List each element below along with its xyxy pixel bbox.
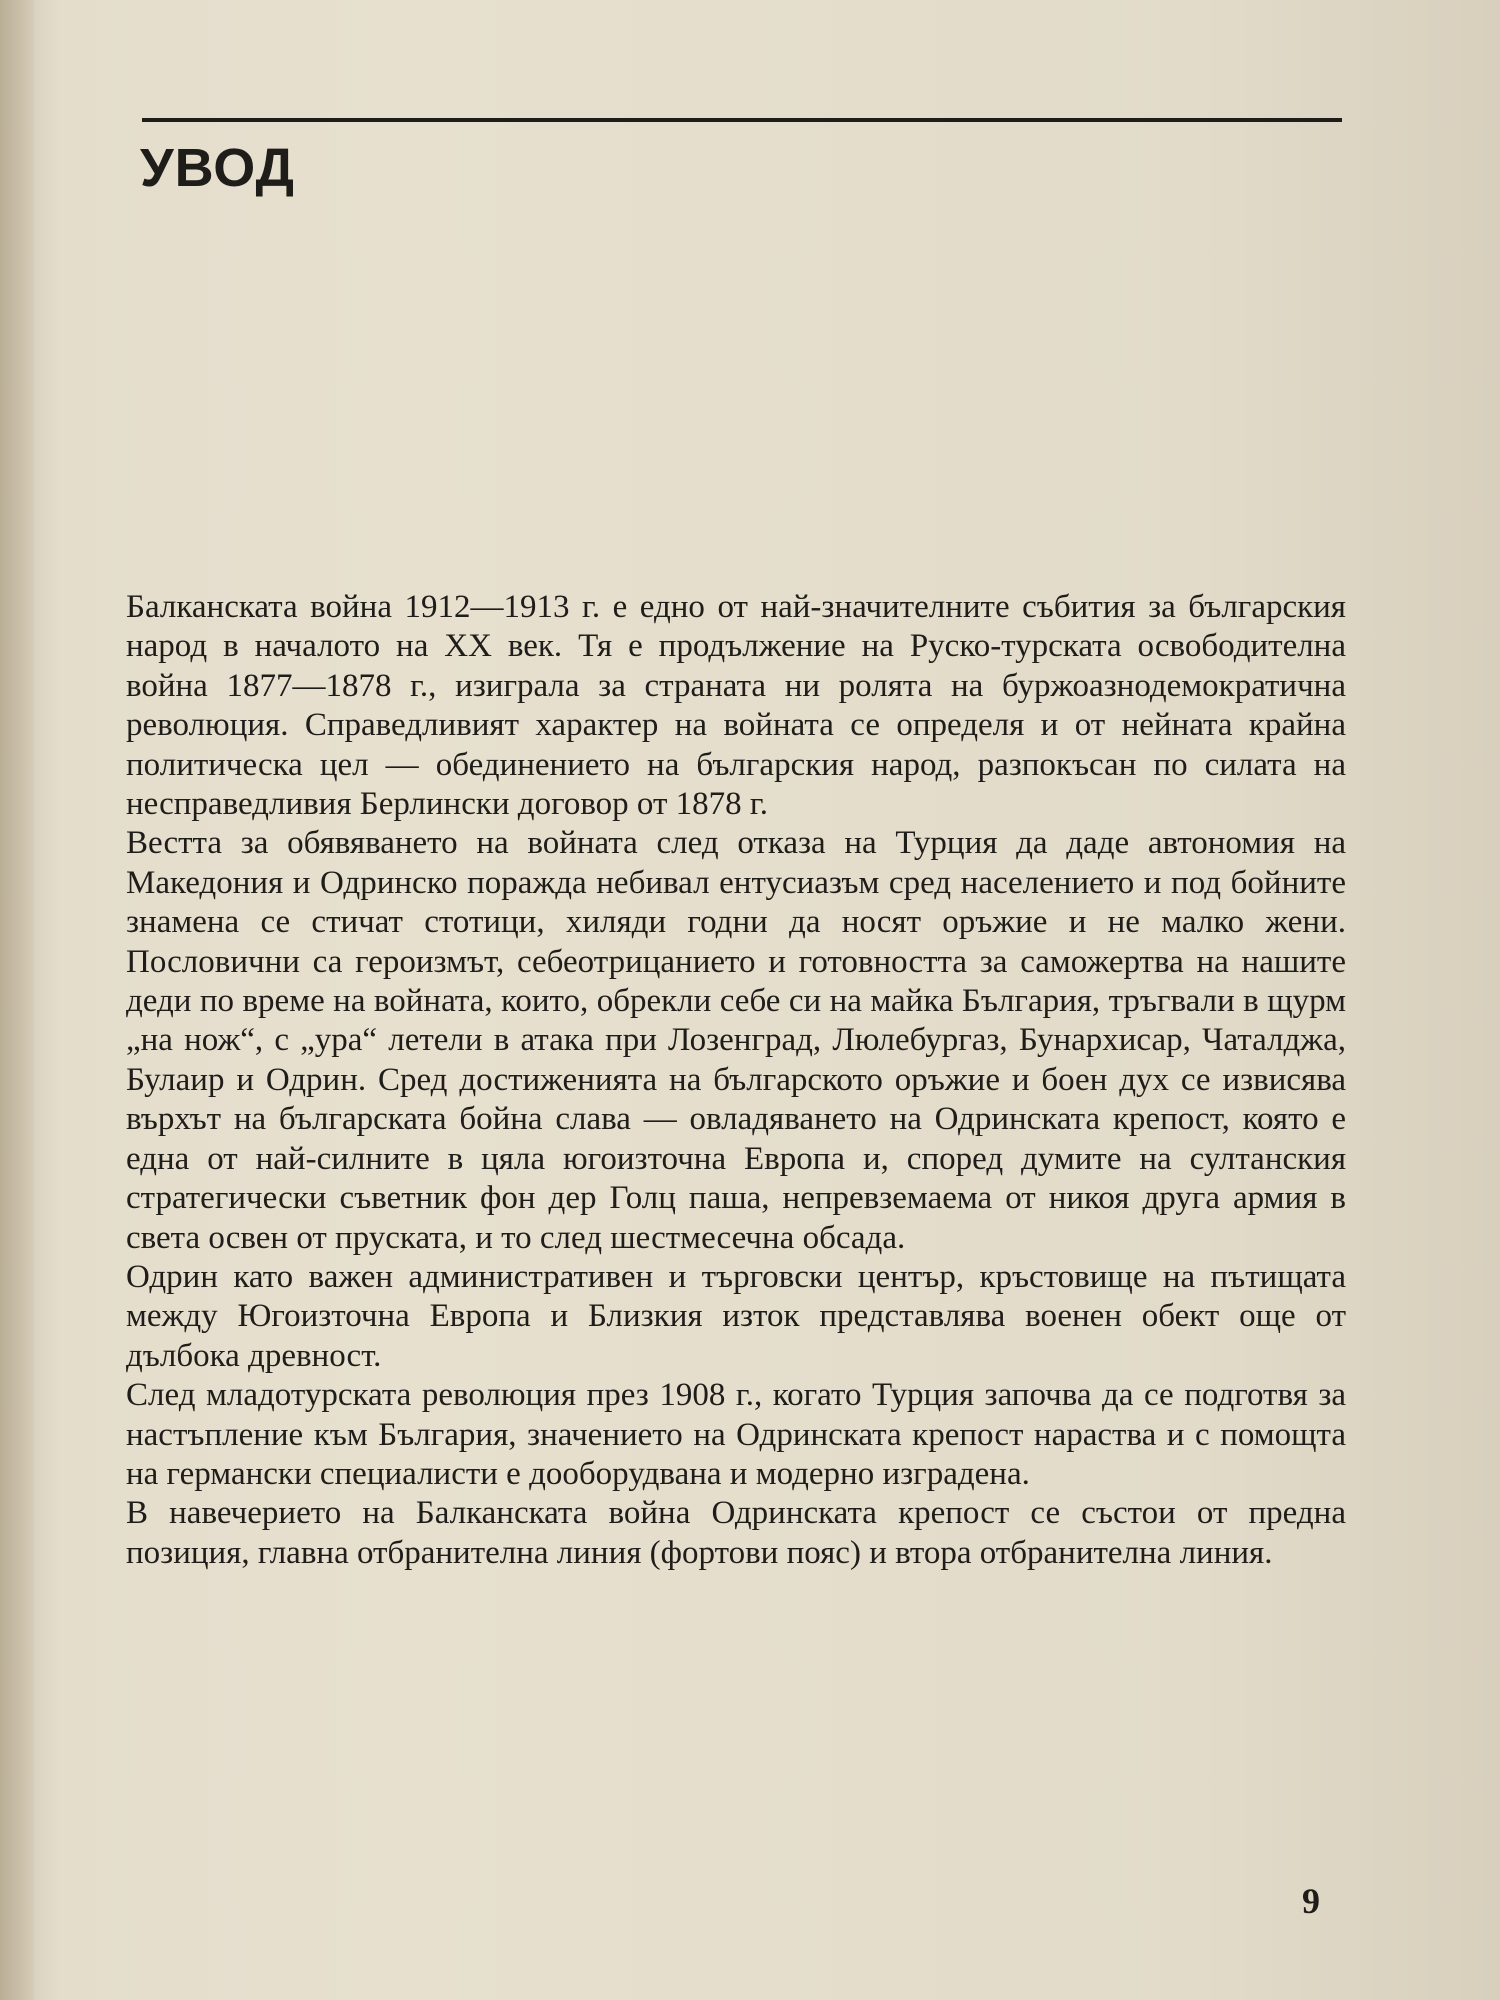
paragraph-3: Одрин като важен административен и търговски център, кръстовище на пътищата между Югоизточна Европа и Близкия изток представлява военен обект още от дълбока древност. (126, 1258, 1346, 1374)
paragraph-4: След младотурската революция през 1908 г., когато Турция започва да се подготвя за настъпление към България, значението на Одринската крепост нараства и с помощта на германски специалисти е дооборудвана и модерно изградена. (126, 1377, 1346, 1492)
book-spine-shadow (0, 0, 34, 2000)
paragraph-1: Балканската война 1912—1913 г. е едно от най-значителните събития за българския народ в началото на XX век. Тя е продължение на Руско-турската освободителна война 1877—1878 г., изиграла за страната ни ролята на буржоазнодемократична революция. Справедливият характер на войната се определя и от нейната крайна политическа цел — обединението на българския народ, разпокъсан по силата на несправедливия Берлински договор от 1878 г. (126, 589, 1346, 823)
chapter-heading: УВОД (140, 138, 296, 198)
body-text (126, 588, 1346, 1573)
paragraph-5: В навечерието на Балканската война Одринската крепост се състои от предна позиция, главна отбранителна линия (фортови пояс) и втора отбранителна линия. (126, 1495, 1346, 1571)
paragraph-2: Вестта за обявяването на войната след отказа на Турция да даде автономия на Македония и Одринско поражда небивал ентусиазъм сред населението и под бойните знамена се стичат стотици, хиляди годни да носят оръжие и не малко жени. Пословични са героизмът, себеотрицанието и готовността за саможертва на нашите деди по време на войната, които, обрекли себе си на майка България, тръгвали в щурм „на нож“, с „ура“ летели в атака при Лозенград, Люлебургаз, Бунархисар, Чаталджа, Булаир и Одрин. Сред достиженията на българското оръжие и боен дух се извисява върхът на българската бойна слава — овладяването на Одринската крепост, която е една от най-силните в цяла югоизточна Европа и, според думите на султанския стратегически съветник фон дер Голц паша, непревземаема от никоя друга армия в света освен от пруската, и то след шестмесечна обсада. (126, 825, 1346, 1256)
page-number: 9 (1302, 1881, 1320, 1921)
heading-rule (142, 118, 1342, 122)
